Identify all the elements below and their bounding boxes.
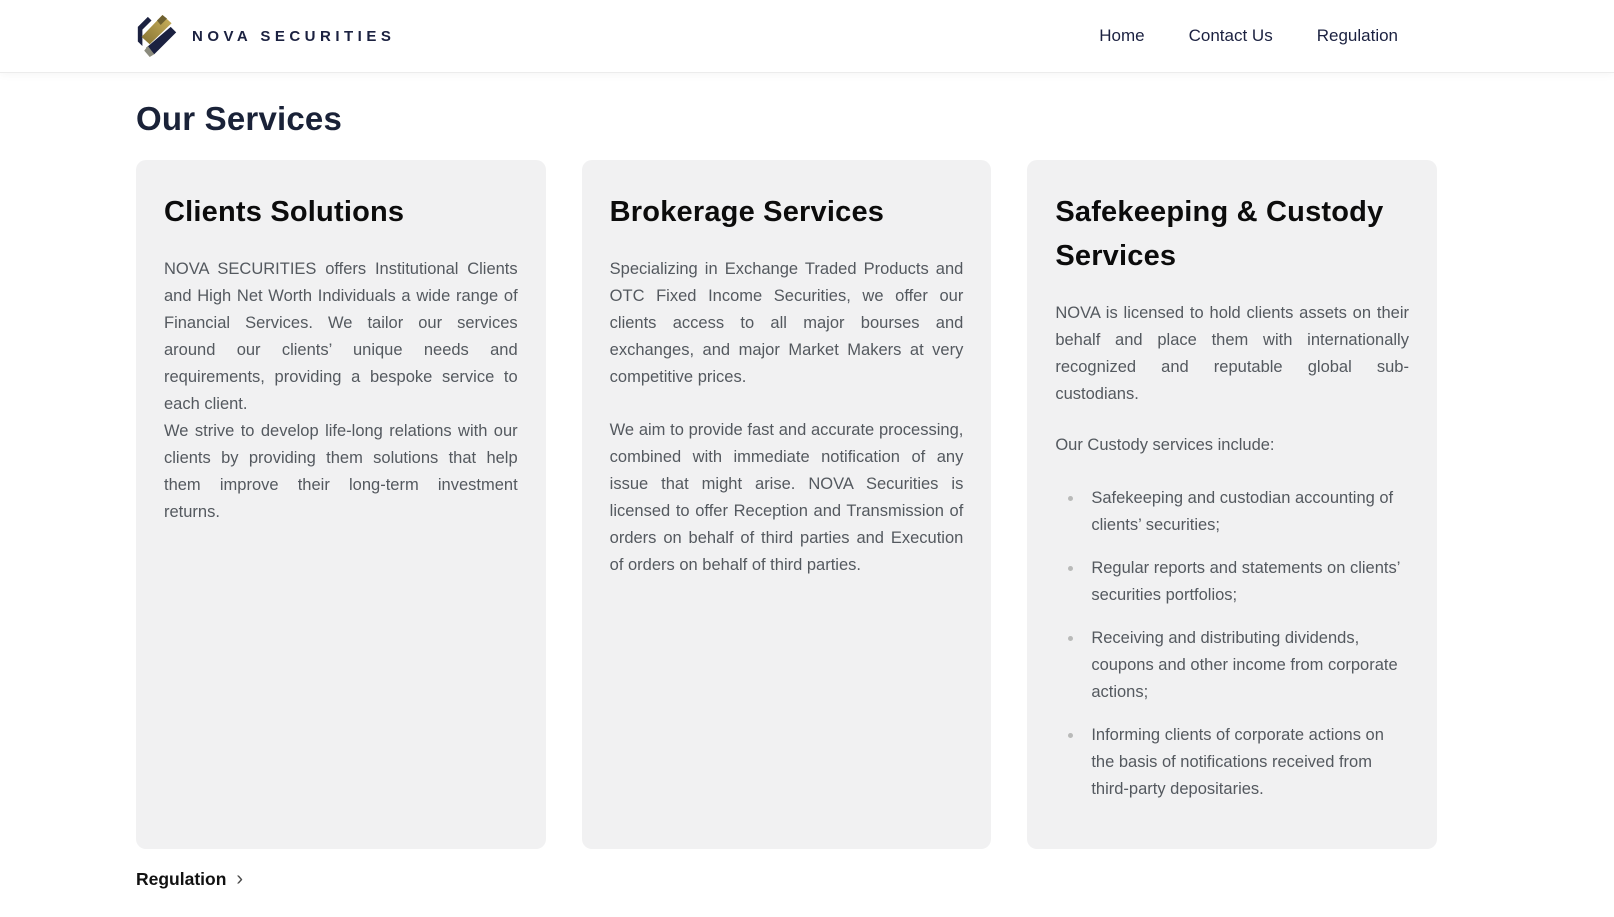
regulation-link[interactable] — [136, 869, 243, 890]
list-item — [1055, 625, 1409, 706]
card-paragraph: We aim to provide fast and accurate processing, combined with immediate notification of any issue that might arise. NOVA Securities is licensed to offer Reception and Transmission of orders on behalf of third parties and Execution of orders on behalf of third parties. — [609, 421, 964, 574]
custody-services-list — [1055, 485, 1409, 803]
nav-item-home[interactable]: Home — [1099, 26, 1145, 45]
card-clients-solutions — [136, 160, 546, 849]
card-paragraph: NOVA SECURITIES offers Institutional Clients and High Net Worth Individuals a wide range of Financial Services. We tailor our services around our clients’ unique needs and requirements, providing a bespoke service to each client. — [164, 260, 518, 413]
services-cards-row — [136, 160, 1437, 849]
custody-list-label: Our Custody services include: — [1055, 436, 1275, 454]
chevron-right-icon: › — [236, 867, 244, 890]
nav-item-regulation[interactable]: Regulation — [1316, 26, 1398, 45]
card-title: Clients Solutions — [164, 196, 405, 228]
card-safekeeping-custody — [1027, 160, 1437, 849]
bullet-dot-icon — [1068, 566, 1073, 571]
bullet-dot-icon — [1068, 496, 1073, 501]
bullet-dot-icon — [1068, 636, 1073, 641]
list-item-text: Regular reports and statements on clients’ securities portfolios; — [1091, 559, 1400, 604]
list-item-text: Receiving and distributing dividends, coupons and other income from corporate actions; — [1091, 629, 1398, 701]
page-title: Our Services — [136, 100, 343, 137]
brand-logo[interactable] — [136, 13, 395, 59]
card-title: Safekeeping & Custody Services — [1055, 196, 1384, 272]
list-item — [1055, 722, 1409, 803]
nova-monogram-icon — [136, 13, 178, 59]
bullet-dot-icon — [1068, 733, 1073, 738]
nav-item-contact-us[interactable]: Contact Us — [1188, 26, 1273, 45]
regulation-link-label: Regulation — [136, 869, 227, 889]
brand-name: NOVA SECURITIES — [192, 27, 396, 45]
header — [0, 0, 1614, 72]
list-item-text: Safekeeping and custodian accounting of clients’ securities; — [1091, 489, 1394, 534]
list-item-text: Informing clients of corporate actions on the basis of notifications received from third-party depositaries. — [1091, 726, 1384, 798]
card-paragraph: We strive to develop life-long relations with our clients by providing them solutions that help them improve their long-term investment returns. — [164, 422, 518, 521]
card-paragraph: Specializing in Exchange Traded Products and OTC Fixed Income Securities, we offer our clients access to all major bourses and exchanges, and major Market Makers at very competitive prices. — [609, 260, 964, 386]
main-nav — [1099, 26, 1398, 46]
card-paragraph: NOVA is licensed to hold clients assets on their behalf and place them with internationally recognized and reputable global sub-custodians. — [1055, 304, 1409, 403]
main-content — [0, 72, 1614, 890]
list-item — [1055, 555, 1409, 609]
list-item — [1055, 485, 1409, 539]
card-brokerage-services — [582, 160, 992, 849]
card-title: Brokerage Services — [609, 196, 885, 228]
